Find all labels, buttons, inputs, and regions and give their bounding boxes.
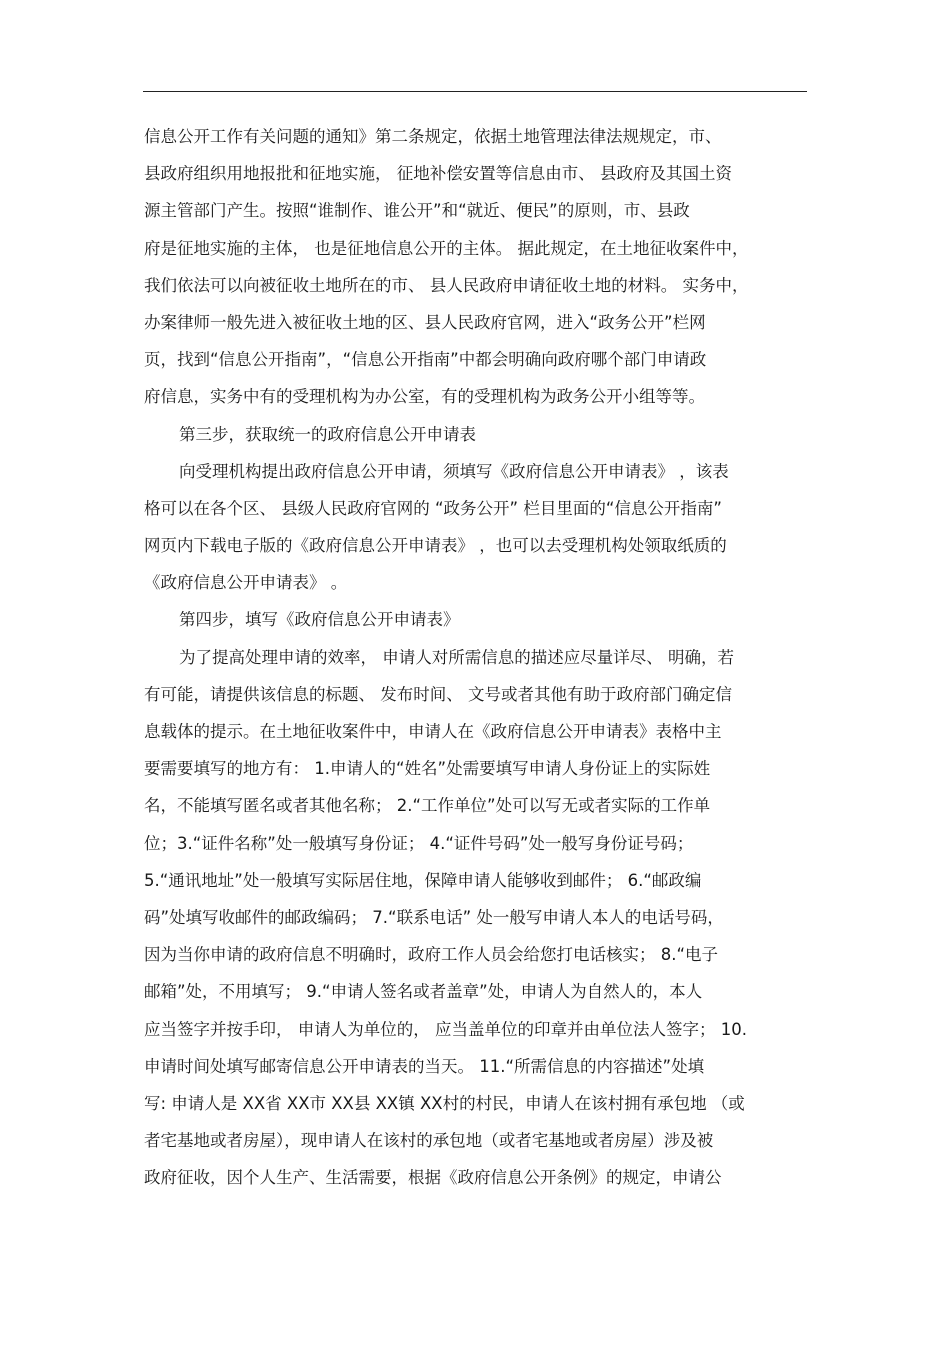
body-text-line: 办案律师一般先进入被征收土地的区、县人民政府官网，进入“政务公开”栏网 [144, 312, 706, 332]
paragraph-first-line: 为了提高处理申请的效率， 申请人对所需信息的描述应尽量详尽、 明确，若 [179, 647, 734, 667]
paragraph-first-line: 第四步，填写《政府信息公开申请表》 [179, 610, 460, 630]
header-rule [143, 91, 807, 92]
body-text-line: 府信息，实务中有的受理机构为办公室，有的受理机构为政务公开小组等等。 [144, 387, 705, 407]
body-text-line: 源主管部门产生。按照“谁制作、谁公开”和“就近、便民”的原则，市、县政 [144, 201, 690, 221]
body-text-line: 写: 申请人是 XX省 XX市 XX县 XX镇 XX村的村民，申请人在该村拥有承包地 （或 [144, 1093, 745, 1113]
body-text-line: 者宅基地或者房屋），现申请人在该村的承包地（或者宅基地或者房屋）涉及被 [144, 1131, 714, 1151]
body-text-line: 邮箱”处，不用填写； 9.“申请人签名或者盖章”处，申请人为自然人的，本人 [144, 982, 703, 1002]
body-text-line: 格可以在各个区、 县级人民政府官网的 “政务公开” 栏目里面的“信息公开指南” [144, 498, 722, 518]
body-text-line: 申请时间处填写邮寄信息公开申请表的当天。 11.“所需信息的内容描述”处填 [144, 1056, 705, 1076]
document-body [144, 118, 809, 1196]
body-text-line: 页，找到“信息公开指南”，“信息公开指南”中都会明确向政府哪个部门申请政 [144, 350, 707, 370]
body-text-line: 网页内下载电子版的《政府信息公开申请表》 ，也可以去受理机构处领取纸质的 [144, 536, 727, 556]
body-text-line: 府是征地实施的主体， 也是征地信息公开的主体。 据此规定，在土地征收案件中， [144, 238, 749, 258]
body-text-line: 信息公开工作有关问题的通知》第二条规定，依据土地管理法律法规规定，市、 [144, 127, 722, 146]
paragraph-first-line: 向受理机构提出政府信息公开申请，须填写《政府信息公开申请表》 ，该表 [179, 461, 729, 481]
body-text-line: 我们依法可以向被征收土地所在的市、 县人民政府申请征收土地的材料。 实务中， [144, 275, 749, 295]
body-text-line: 因为当你申请的政府信息不明确时，政府工作人员会给您打电话核实； 8.“电子 [144, 945, 719, 965]
body-text-line: 要需要填写的地方有： 1.申请人的“姓名”处需要填写申请人身份证上的实际姓 [144, 759, 711, 779]
body-text-line: 政府征收，因个人生产、生活需要，根据《政府信息公开条例》的规定，申请公 [144, 1168, 722, 1188]
paragraph-first-line: 第三步，获取统一的政府信息公开申请表 [179, 424, 476, 444]
body-text-line: 名，不能填写匿名或者其他名称； 2.“工作单位”处可以写无或者实际的工作单 [144, 796, 711, 816]
body-text-line: 息载体的提示。在土地征收案件中，申请人在《政府信息公开申请表》表格中主 [144, 722, 722, 741]
body-text-line: 应当签字并按手印， 申请人为单位的， 应当盖单位的印章并由单位法人签字； 10. [144, 1019, 747, 1039]
body-text-line: 县政府组织用地报批和征地实施， 征地补偿安置等信息由市、 县政府及其国土资 [144, 164, 732, 184]
body-text-line: 有可能，请提供该信息的标题、 发布时间、 文号或者其他有助于政府部门确定信 [144, 684, 732, 704]
body-text-line: 《政府信息公开申请表》 。 [144, 573, 348, 593]
body-text-line: 码”处填写收邮件的邮政编码； 7.“联系电话” 处一般写申请人本人的电话号码， [144, 907, 724, 927]
body-text-line: 位；3.“证件名称”处一般填写身份证； 4.“证件号码”处一般写身份证号码； [144, 833, 694, 853]
body-text-line: 5.“通讯地址”处一般填写实际居住地，保障申请人能够收到邮件； 6.“邮政编 [144, 870, 702, 890]
